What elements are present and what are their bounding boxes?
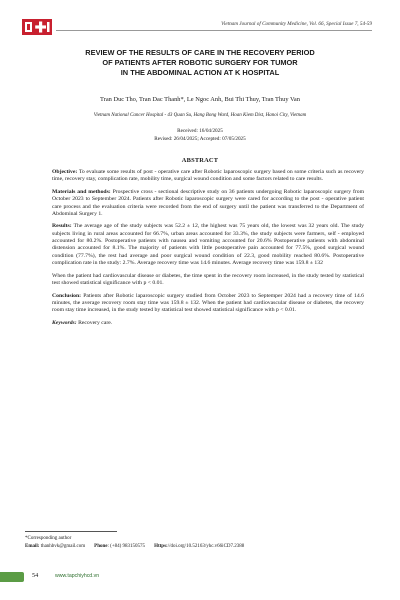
keywords-label: Keywords: <box>52 319 77 326</box>
journal-logo <box>22 18 52 36</box>
title-line: REVIEW OF THE RESULTS OF CARE IN THE RECOVERY PERIOD <box>85 48 315 57</box>
header-divider <box>56 30 372 31</box>
methods-label: Materials and methods: <box>52 188 111 195</box>
conclusion-label: Conclusion: <box>52 292 82 299</box>
methods-paragraph <box>52 189 364 218</box>
corresponding-author-note: *Corresponding author <box>25 536 72 541</box>
results-paragraph <box>52 223 364 267</box>
email-label: Email: <box>25 543 40 549</box>
abstract-body <box>52 169 364 332</box>
keywords-paragraph <box>52 320 364 327</box>
conclusion-text: Patients after Robotic laparoscopic surgery studied from October 2023 to Septemper 2024 had a recovery time of 14.6 minutes, the average recovery room stay time was 159.8 ± 132. When the patient had cardiovascular disease or diabetes, the recovery room stay time increased, in the study tested by statistical test showed statistical significance with p < 0.01. <box>52 292 365 314</box>
email-link[interactable]: thanhbvk@gmail.com <box>40 543 86 549</box>
journal-citation: Vietnam Journal of Community Medicine, Vol. 66, Special Issue 7, 54-59 <box>221 21 372 27</box>
footnote-divider <box>25 531 117 532</box>
footnote <box>25 535 244 550</box>
revised-accepted-date: Revised: 26/04/2025; Accepted: 07/05/2025 <box>154 135 246 142</box>
phone-number: : (+84) 983150575 <box>107 543 146 549</box>
results-extra-paragraph <box>52 273 364 288</box>
results-extra-text: When the patient had cardiovascular disease or diabetes, the time spent in the recovery room increased, in the study tested by statistical test showed statistical significance with p < 0.01. <box>52 272 364 287</box>
https-label: Https: <box>154 543 168 549</box>
keywords-text: Recovery care. <box>78 319 113 326</box>
title-line: IN THE ABDOMINAL ACTION AT K HOSPITAL <box>120 68 280 77</box>
phone-label: Phone <box>94 543 108 549</box>
title-line: OF PATIENTS AFTER ROBOTIC SURGERY FOR TUMOR <box>102 58 298 67</box>
contact-line <box>25 543 244 551</box>
objective-paragraph <box>52 169 364 184</box>
article-dates <box>30 128 370 143</box>
website-link[interactable]: www.tapchiyhcd.vn <box>55 573 100 579</box>
doi-link[interactable]: //doi.org/10.52163/yhc.v66iCD7.2388 <box>167 543 245 549</box>
article-title <box>40 48 360 78</box>
methods-text: Prospective cross - sectional descriptive study on 36 patients undergoing Robotic laparoscopic surgery from October 2023 to September 2024. Patients after Robotic laparoscopic surgery were cared for according to the post - operative patient care process and the evaluation criteria were recorded from the end of surgery until the patient was transferred to the Department of Abdominal Surgery 1. <box>52 188 364 217</box>
page-number: 54 <box>32 572 39 579</box>
conclusion-paragraph <box>52 293 364 315</box>
received-date: Received: 16/04/2025 <box>177 128 223 134</box>
objective-text: To evaluate some results of post - operative care after Robotic laparoscopic surgery based on some criteria such as recovery time, recovery stay, complication rate, mobility time, surgical wound condition and some factors related to care results. <box>52 169 364 183</box>
abstract-heading: ABSTRACT <box>181 157 219 164</box>
author-list: Tran Duc Tho, Tran Dac Thanh*, Le Ngoc Anh, Bui Thi Thuy, Tran Thuy Van <box>100 96 300 103</box>
results-text: The average age of the study subjects was 52.2 ± 12, the highest was 75 years old, the lowest was 32 years old. The study subjects living in rural areas accounted for 66.7%, urban areas accounted for 33.3%, the study subjects were farmers, self - employed accounted for 80.2%. Postoperative patients with nausea and vomiting accounted for 20.6% Postoperative patients with abdominal distension accounted for 8.1%. The majority of patients with little postoperative pain accounted for 77.5%, good surgical wound condition (77.7%), the rest had average and poor surgical wound condition of 22.3, good mobility reached 80.6%. Postoperative complication rate in the study: 2.7%. Average recovery time was 14.6 minutes. Average recovery time was 159.8 ± 132 <box>52 223 364 267</box>
results-label: Results: <box>52 223 72 230</box>
footer-color-strip <box>0 572 24 582</box>
objective-label: Objective: <box>52 169 78 175</box>
affiliation: Vietnam National Cancer Hospital - 43 Quan Su, Hang Bong Ward, Hoan Kiem Dist, Hanoi City, Vietnam <box>93 113 307 118</box>
